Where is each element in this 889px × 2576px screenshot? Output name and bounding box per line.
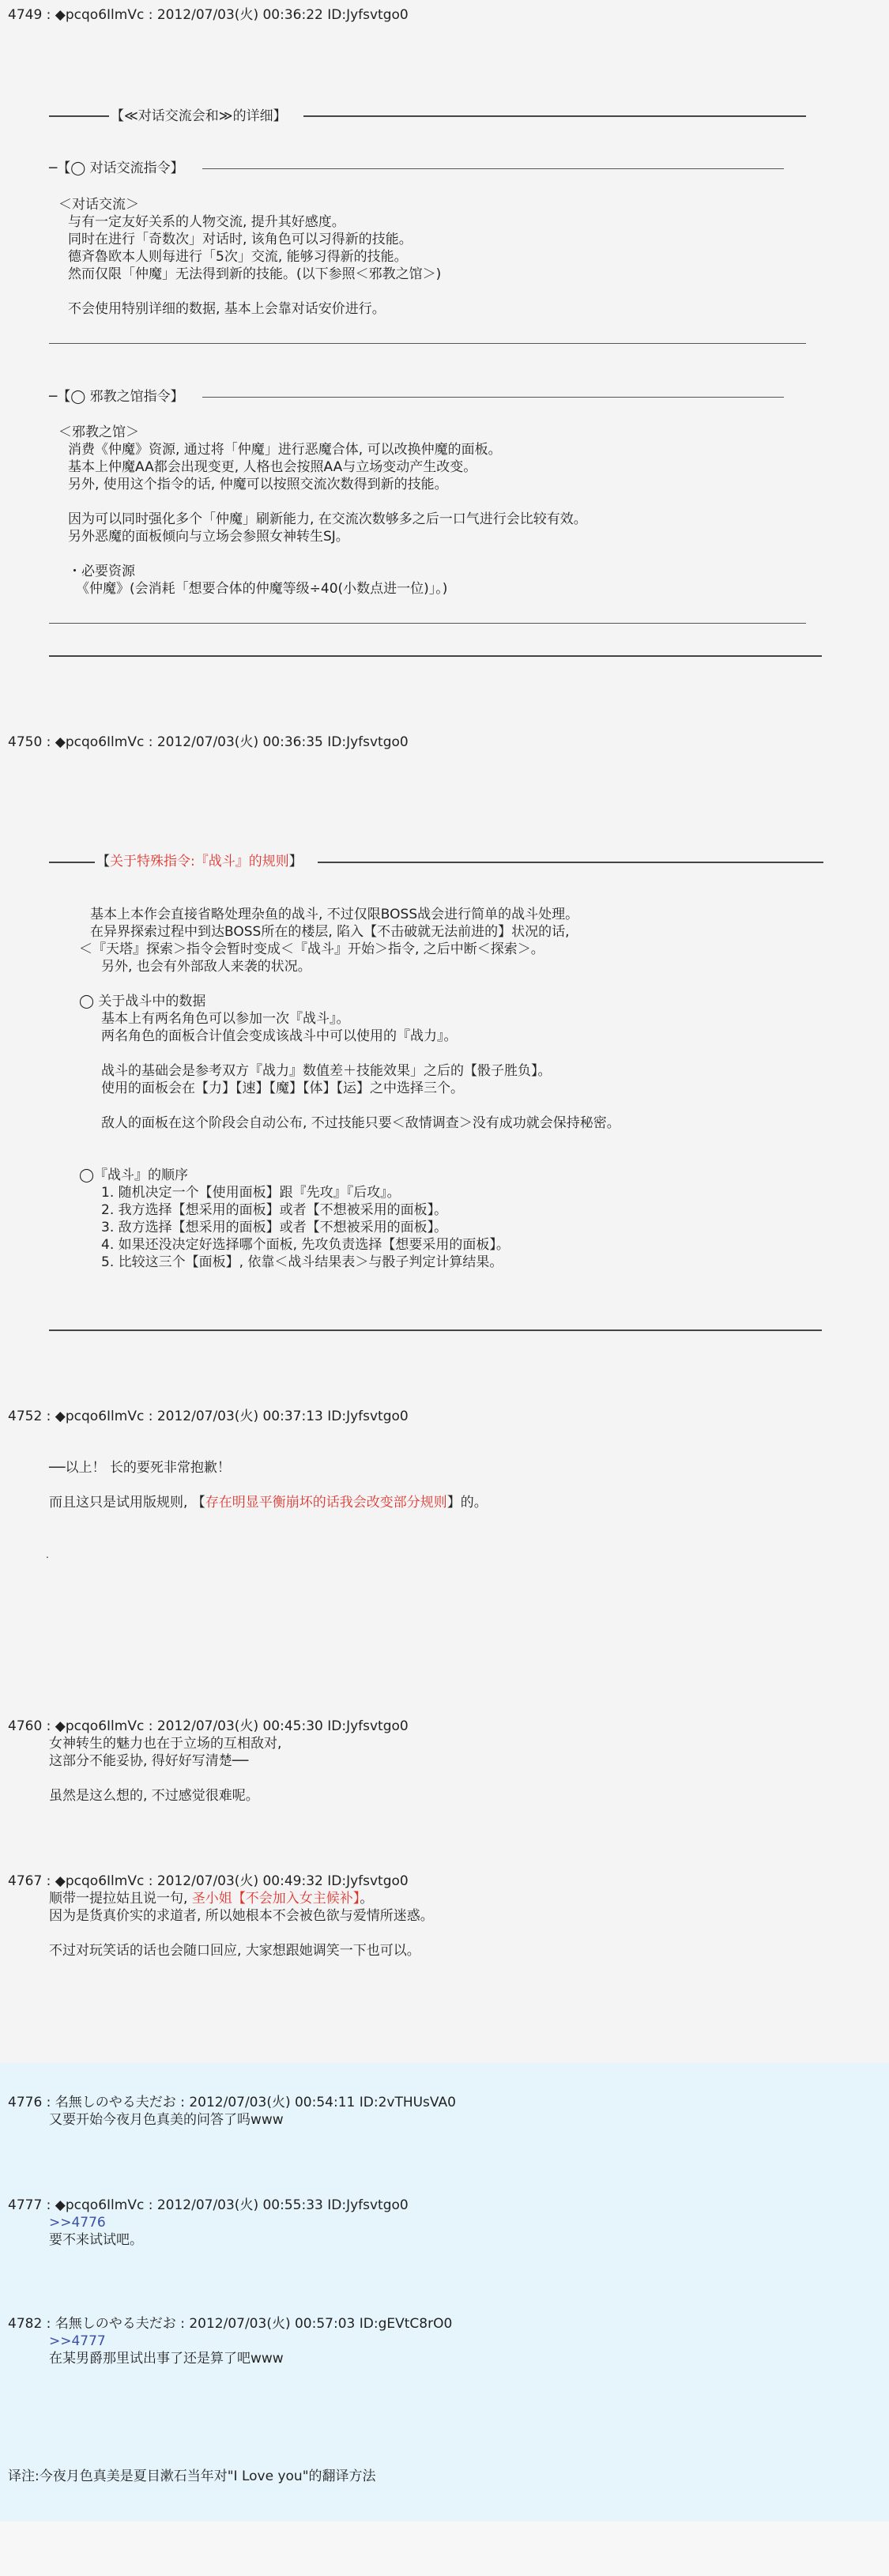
title-rule-left [49, 862, 95, 863]
text-line: 基本上有两名角色可以参加一次『战斗』。 [101, 1011, 350, 1027]
text-line: 顺带一提拉姑且说一句, 圣小姐【不会加入女主候补】。 [49, 1891, 374, 1907]
post-header: 4782 : 名無しのやる夫だお : 2012/07/03(火) 00:57:03 ID:gEVtC8rO0 [8, 2316, 453, 2332]
post-header: 4777 : ◆pcqo6IlmVc : 2012/07/03(火) 00:55:33 ID:Jyfsvtgo0 [8, 2197, 409, 2213]
text-line: 两名角色的面板合计值会变成该战斗中可以使用的『战力』。 [101, 1028, 458, 1044]
text-line: 在异界探索过程中到达BOSS所在的楼层, 陷入【不击破就无法前进的】状况的话, [90, 924, 570, 940]
text-line: 不过对玩笑话的话也会随口回应, 大家想跟她调笑一下也可以。 [49, 1943, 420, 1959]
post-header: 4749 : ◆pcqo6IlmVc : 2012/07/03(火) 00:36:22 ID:Jyfsvtgo0 [8, 7, 409, 23]
list-item: 3. 敌方选择【想采用的面板】或者【不想被采用的面板】。 [101, 1220, 448, 1235]
translator-note: 译注:今夜月色真美是夏目漱石当年对"I Love you"的翻译方法 [8, 2469, 376, 2484]
text-line: 基本上仲魔AA都会出现变更, 人格也会按照AA与立场变动产生改变。 [68, 459, 477, 475]
text-line: ＜对话交流＞ [58, 197, 139, 213]
post-header: 4767 : ◆pcqo6IlmVc : 2012/07/03(火) 00:49:32 ID:Jyfsvtgo0 [8, 1873, 409, 1889]
text-line: 同时在进行「奇数次」对话时, 该角色可以习得新的技能。 [68, 232, 412, 247]
text-line: 然而仅限「仲魔」无法得到新的技能。(以下参照＜邪教之馆＞) [68, 266, 442, 282]
text-line: 德斉魯欧本人则每进行「5次」交流, 能够习得新的技能。 [68, 249, 408, 265]
text-line: 在某男爵那里试出事了还是算了吧www [49, 2351, 284, 2367]
text-line: 因为可以同时强化多个「仲魔」刷新能力, 在交流次数够多之后一口气进行会比较有效。 [68, 511, 587, 527]
section-rule [202, 168, 784, 169]
text-line: ・必要资源 [68, 564, 135, 579]
text-line: 要不来试试吧。 [49, 2232, 143, 2248]
reply-anchor-link[interactable]: >>4777 [49, 2333, 106, 2349]
text-line: 使用的面板会在【力】【速】【魔】【体】【运】之中选择三个。 [101, 1081, 464, 1096]
post-header: 4776 : 名無しのやる夫だお : 2012/07/03(火) 00:54:11 ID:2vTHUsVA0 [8, 2095, 456, 2110]
text-line: 战斗的基础会是参考双方『战力』数值差＋技能效果」之后的【骰子胜负】。 [101, 1063, 552, 1079]
highlighted-replies-background [0, 2063, 889, 2521]
title-rule-right [303, 115, 806, 117]
post-title: 【≪对话交流会和≫的详细】 [111, 108, 287, 124]
text-line: 另外, 也会有外部敌人来袭的状况。 [101, 959, 311, 975]
text-line: 而且这只是试用版规则, 【存在明显平衡崩坏的话我会改变部分规则】的。 [49, 1495, 488, 1511]
divider [49, 343, 806, 344]
section-title: ─【◯ 对话交流指令】 [49, 160, 184, 176]
text-line: ＜邪教之馆＞ [58, 424, 139, 440]
text-line: 不会使用特别详细的数据, 基本上会靠对话安价进行。 [68, 301, 386, 317]
text-line: 又要开始今夜月色真美的问答了吗www [49, 2112, 284, 2128]
post-header: 4750 : ◆pcqo6IlmVc : 2012/07/03(火) 00:36:35 ID:Jyfsvtgo0 [8, 734, 409, 750]
list-item: 1. 随机决定一个【使用面板】跟『先攻』『后攻』。 [101, 1185, 401, 1201]
text-line: 基本上本作会直接省略处理杂鱼的战斗, 不过仅限BOSS战会进行简单的战斗处理。 [90, 907, 579, 922]
text-line: ◯ 关于战斗中的数据 [79, 994, 206, 1009]
divider [49, 623, 806, 624]
text-line: 《仲魔》(会消耗「想要合体的仲魔等级÷40(小数点进一位)」。) [76, 581, 448, 597]
section-title: ─【◯ 邪教之馆指令】 [49, 389, 184, 405]
post-title: 【关于特殊指令:『战斗』的规则】 [96, 854, 303, 869]
post-header: 4760 : ◆pcqo6IlmVc : 2012/07/03(火) 00:45:30 ID:Jyfsvtgo0 [8, 1718, 409, 1734]
text-line: 敌人的面板在这个阶段会自动公布, 不过技能只要＜敌情调查＞没有成功就会保持秘密。 [101, 1115, 620, 1131]
text-line: . [46, 1549, 49, 1560]
list-item: 4. 如果还没决定好选择哪个面板, 先攻负责选择【想要采用的面板】。 [101, 1237, 510, 1253]
text-line: 这部分不能妥协, 得好好写清楚── [49, 1753, 249, 1769]
text-line: 另外恶魔的面板倾向与立场会参照女神转生SJ。 [68, 529, 349, 545]
text-line: 女神转生的魅力也在于立场的互相敌对, [49, 1736, 282, 1752]
text-line: ＜『天塔』探索＞指令会暂时变成＜『战斗』开始＞指令, 之后中断＜探索＞。 [79, 941, 544, 957]
text-line: 与有一定友好关系的人物交流, 提升其好感度。 [68, 214, 345, 230]
reply-anchor-link[interactable]: >>4776 [49, 2215, 106, 2231]
divider-thick [49, 1329, 822, 1331]
title-rule-left [49, 115, 109, 117]
text-line: 因为是货真价实的求道者, 所以她根本不会被色欲与爱情所迷惑。 [49, 1908, 434, 1924]
divider-thick [49, 655, 822, 657]
list-item: 2. 我方选择【想采用的面板】或者【不想被采用的面板】。 [101, 1202, 448, 1218]
text-line: 消费《仲魔》资源, 通过将「仲魔」进行恶魔合体, 可以改换仲魔的面板。 [68, 442, 502, 458]
text-line: ◯『战斗』的顺序 [79, 1167, 189, 1183]
text-line: 另外, 使用这个指令的话, 仲魔可以按照交流次数得到新的技能。 [68, 477, 448, 492]
post-header: 4752 : ◆pcqo6IlmVc : 2012/07/03(火) 00:37:13 ID:Jyfsvtgo0 [8, 1409, 409, 1424]
list-item: 5. 比较这三个【面板】, 依靠＜战斗结果表＞与骰子判定计算结果。 [101, 1254, 503, 1270]
text-line: 虽然是这么想的, 不过感觉很难呢。 [49, 1788, 259, 1804]
footer-note-background [0, 2521, 889, 2576]
text-line: ──以上！ 长的要死非常抱歉！ [49, 1460, 231, 1476]
title-rule-right [318, 862, 823, 863]
section-rule [202, 397, 784, 398]
